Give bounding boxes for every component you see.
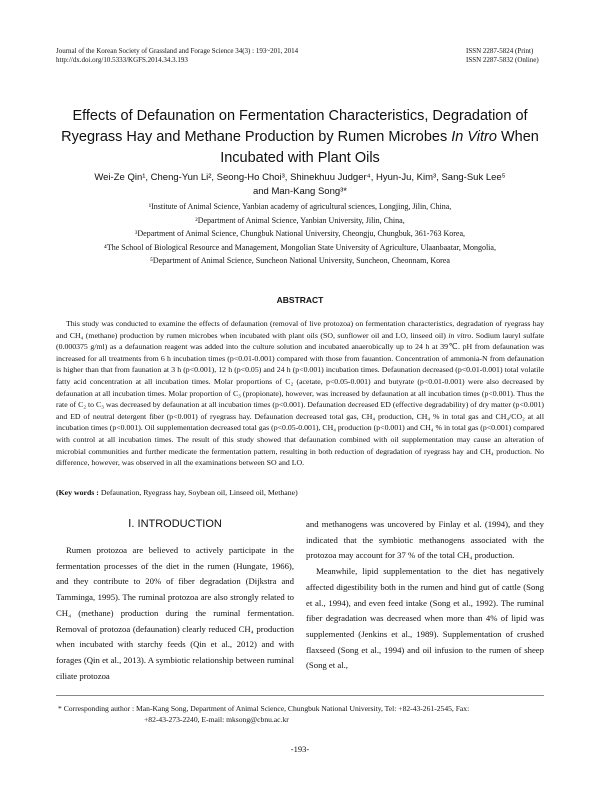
introduction-heading: Ⅰ. INTRODUCTION <box>128 518 222 530</box>
affiliation-1: ¹Institute of Animal Science, Yanbian academy of agricultural sciences, Longjing, Jilin, China, <box>148 202 452 211</box>
doi-link[interactable]: http://dx.doi.org/10.5333/KGFS.2014.34.3.193 <box>56 56 188 64</box>
issn-block <box>466 47 556 65</box>
issn-online: ISSN 2287-5832 (Online) <box>466 56 539 64</box>
intro-paragraph-1: Rumen protozoa are believed to actively participate in the fermentation processes of the diet in the rumen (Hungate, 1966), and they contribute to 20% of fiber degradation (Dijkstra and Tamminga, 1995). The ruminal protozoa are also strongly related to CH₄ (methane) production during the ruminal fermentation. Removal of protozoa (defaunation) clearly reduced CH₄ production when incubated with starchy feeds (Qin et al., 2012) and with forages (Qin et al., 2013). A symbiotic relationship between ruminal ciliate protozoa <box>56 545 294 681</box>
issn-print: ISSN 2287-5824 (Print) <box>466 47 534 55</box>
journal-header <box>56 47 298 65</box>
abstract-text-2: . Sodium lauryl sulfate (0.000375 g/ml) as a defaunation reagent was added into the culture solution and incubated anaerobically up to 24 h at 39℃. pH from defaunation was increased for all treatments from 6 h incubation times (p<0.01-0.001) compared with those from fauantion. Concentration of ammonia-N from defaunation is higher than that from faunation at 3 h (p<0.001), 12 h (p<0.05) and 24 h (p<0.001) incubation times. Defaunation decreased (p<0.01-0.001) total volatile fatty acid concentration at all incubation times. Molar proportions of C₂ (acetate, p<0.05-0.001) and butyrate (p<0.01-0.001) were also decreased by defaunation at all incubation times. Molar proportion of C₃ (propionate), however, was increased by defaunation at all incubation times (p<0.001). Thus the rate of C₂ to C₃ was decreased by defaunation at all incubation times (p<0.001). Defaunation decreased ED (effective degradability) of dry matter (p<0.001) and ED of neutral detergent fiber (p<0.001) of ryegrass hay. Defaunation decreased total gas, CH₄ production, CH₄ % in total gas and CH₄/CO₂ at all incubation times (p<0.001). Oil supplementation decreased total gas (p<0.05-0.001), CH₄ production (p<0.001) and CH₄ % in total gas (p<0.001) compared with control at all incubation times. The result of this study showed that defaunation combined with oil supplementation may cause an alteration of microbial communities and further medicate the fermentation pattern, resulting in both reduction of degradation of ryegrass hay and CH₄ production. No difference, however, was observed in all the examinations between SO and LO. <box>56 330 544 468</box>
title-line-2 <box>40 127 560 148</box>
abstract-heading: ABSTRACT <box>276 295 324 305</box>
title-in-vitro: In Vitro <box>451 129 497 145</box>
corresponding-line-1: * Corresponding author : Man-Kang Song, Department of Animal Science, Chungbuk National University, Tel: +82-43-261-2545, Fax: <box>58 704 470 713</box>
left-column <box>56 517 294 684</box>
intro-paragraph-2: Meanwhile, lipid supplementation to the diet has negatively affected digestibility both in the rumen and hind gut of cattle (Song et al., 1994), and even feed intake (Song et al., 1992). The ruminal fiber degradation was decreased when more than 4% of lipid was supplemented (Jenkins et al., 1989). Supplementation of crushed flaxseed (Song et al., 1994) and oil infusion to the rumen of sheep (Song et al., <box>306 566 544 671</box>
title-line-2-end: When <box>496 129 539 145</box>
right-column <box>306 517 544 674</box>
author-list <box>40 171 560 199</box>
affiliations <box>40 200 560 268</box>
page-number: -193- <box>290 744 310 754</box>
affiliation-2: ²Department of Animal Science, Yanbian University, Jilin, China, <box>195 215 405 225</box>
paper-title <box>40 106 560 169</box>
authors-line-1: Wei-Ze Qin¹, Cheng-Yun Li², Seong-Ho Choi³, Shinekhuu Judger⁴, Hyun-Ju, Kim³, Sang-Suk Lee⁵ <box>94 172 506 183</box>
affiliation-3: ³Department of Animal Science, Chungbuk National University, Cheongju, Chungbuk, 361-763 Korea, <box>134 229 466 238</box>
corresponding-author-note <box>58 703 544 725</box>
title-line-1: Effects of Defaunation on Fermentation Characteristics, Degradation of <box>72 108 528 124</box>
authors-line-2: and Man-Kang Song³* <box>252 186 347 197</box>
abstract-text-1: This study was conducted to examine the effects of defaunation (removal of live protozoa) on fermentation characteristics, degradation of ryegrass hay and CH₄ (methane) production by rumen microbes when incubated with plant oils (SO, sunflower oil and LO, linseed oil) <box>56 319 544 340</box>
title-line-3: Incubated with Plant Oils <box>220 150 380 166</box>
affiliation-5: ⁵Department of Animal Science, Suncheon National University, Suncheon, Cheonnam, Korea <box>150 256 450 265</box>
keywords-text: Defaunation, Ryegrass hay, Soybean oil, Linseed oil, Methane) <box>98 488 298 497</box>
footnote-divider <box>56 695 544 696</box>
abstract-body <box>56 318 544 469</box>
affiliation-4: ⁴The School of Biological Resource and Management, Mongolian State University of Agriculture, Ulaanbaatar, Mongolia, <box>104 242 496 252</box>
keywords-label: (Key words : <box>56 488 99 497</box>
abstract-in-vitro: in vitro <box>448 330 472 340</box>
journal-citation: Journal of the Korean Society of Grassland and Forage Science 34(3) : 193~201, 2014 <box>56 47 299 55</box>
keywords <box>56 487 544 498</box>
intro-paragraph-1-continued: and methanogens was uncovered by Finlay et al. (1994), and they indicated that the symbiotic methanogens associated with the protozoa may account for 37 % of the total CH₄ production. <box>306 519 544 561</box>
corresponding-line-2: +82-43-273-2240, E-mail: mksong@cbnu.ac.kr <box>144 715 289 724</box>
title-line-2-text: Ryegrass Hay and Methane Production by Rumen Microbes <box>61 129 452 145</box>
